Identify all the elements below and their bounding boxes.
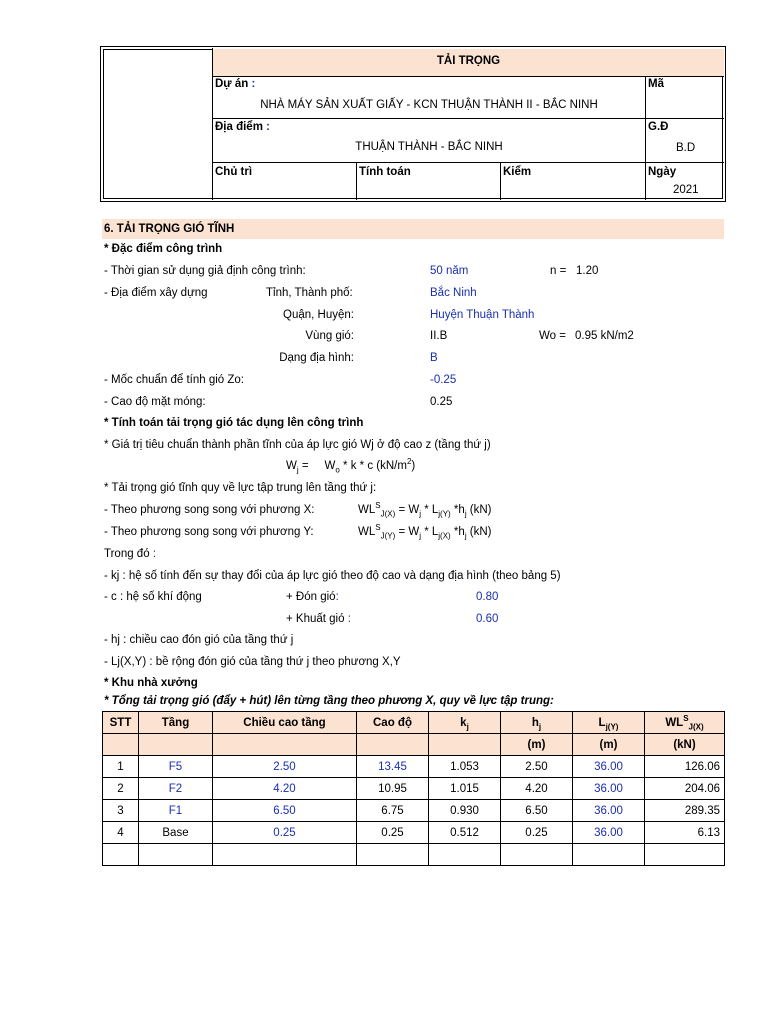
terrain-value: B: [430, 352, 438, 364]
total-load-title: * Tổng tải trọng gió (đẩy + hút) lên từng tầng theo phương X, quy về lực tập trung:: [104, 695, 554, 707]
cell-lj: 36.00: [573, 778, 645, 800]
cell-stt: 4: [103, 822, 139, 844]
wj-description: * Giá trị tiêu chuẩn thành phần tĩnh của áp lực gió Wj ở độ cao z (tầng thứ j): [104, 439, 491, 451]
site-label: - Địa điểm xây dựng: [104, 287, 208, 299]
features-title: * Đặc điểm công trình: [104, 243, 223, 255]
lj-description: - Lj(X,Y) : bề rộng đón gió của tầng thứ j theo phương X,Y: [104, 656, 401, 668]
cell-elevation: 6.75: [357, 800, 429, 822]
header-wl: $WL^S_{J(X)}$: [645, 712, 725, 734]
wo-label: Wo =: [539, 330, 566, 342]
leeward-label: + Khuất gió :: [286, 613, 351, 625]
province-label: Tỉnh, Thành phố:: [266, 287, 353, 299]
wj-formula: $W_j$ = $W_o$ * k * c $(kN/m^2)$: [286, 457, 416, 475]
calc-title: * Tính toán tải trọng gió tác dụng lên công trình: [104, 417, 364, 429]
table-unit-row: [103, 734, 725, 756]
divider: [645, 76, 646, 200]
unit-lj: (m): [573, 734, 645, 756]
cell-lj: 36.00: [573, 822, 645, 844]
life-label: - Thời gian sử dụng giả định công trình:: [104, 265, 306, 277]
life-value: 50 năm: [430, 265, 469, 277]
cell-stt: 3: [103, 800, 139, 822]
gd-value: B.D: [676, 142, 696, 154]
cell-floor: F1: [139, 800, 213, 822]
header-elevation: Cao độ: [357, 712, 429, 734]
cell-kj: 1.015: [429, 778, 501, 800]
district-label: Quận, Huyện:: [283, 309, 354, 321]
where-label: Trong đó :: [104, 548, 157, 560]
direction-y-label: - Theo phương song song với phương Y:: [104, 526, 314, 538]
concentrated-description: * Tải trọng gió tĩnh quy về lực tập trung lên tầng thứ j:: [104, 482, 377, 494]
direction-x-label: - Theo phương song song với phương X:: [104, 504, 315, 516]
header-floor: Tầng: [139, 712, 213, 734]
divider: [500, 162, 501, 200]
document-title: TẢI TRỌNG: [436, 55, 501, 67]
cell-stt: 1: [103, 756, 139, 778]
unit-wl: (kN): [645, 734, 725, 756]
zo-value: -0.25: [430, 374, 457, 386]
cell-hj: 4.20: [501, 778, 573, 800]
foundation-value: 0.25: [430, 396, 453, 408]
leeward-value: 0.60: [476, 613, 499, 625]
divider: [212, 118, 724, 119]
cell-floor: Base: [139, 822, 213, 844]
calc-label: Tính toán: [359, 166, 411, 178]
table-row: [103, 800, 725, 822]
cell-kj: 0.512: [429, 822, 501, 844]
cell-elevation: 10.95: [357, 778, 429, 800]
foundation-label: - Cao độ mặt móng:: [104, 396, 206, 408]
divider: [212, 76, 724, 77]
header-height: Chiều cao tầng: [213, 712, 357, 734]
windward-value: 0.80: [476, 591, 499, 603]
section-title: 6. TẢI TRỌNG GIÓ TĨNH: [104, 223, 235, 235]
header-lj: $L_{j(Y)}$: [573, 712, 645, 734]
zo-label: - Mốc chuẩn để tính gió Zo:: [104, 374, 244, 386]
hj-description: - hj : chiều cao đón gió của tầng thứ j: [104, 634, 294, 646]
cell-wl: 6.13: [645, 822, 725, 844]
province-value: Bắc Ninh: [430, 287, 477, 299]
divider: [212, 162, 724, 163]
divider: [356, 162, 357, 200]
windward-label: + Đón gió:: [286, 591, 339, 603]
cell-hj: 6.50: [501, 800, 573, 822]
table-header-row: [103, 712, 725, 734]
zone-label: Vùng gió:: [305, 330, 354, 342]
kj-description: - kj : hệ số tính đến sự thay đổi của áp lực gió theo độ cao và dạng địa hình (theo bảng 5): [104, 570, 561, 582]
workshop-title: * Khu nhà xưởng: [104, 677, 198, 689]
location-label: Địa điểm :: [215, 121, 270, 133]
c-description: - c : hệ số khí động: [104, 591, 202, 603]
cell-hj: 2.50: [501, 756, 573, 778]
cell-stt: 2: [103, 778, 139, 800]
table-row: [103, 822, 725, 844]
project-name: NHÀ MÁY SẢN XUẤT GIẤY - KCN THUẬN THÀNH II - BẮC NINH: [260, 99, 598, 111]
n-label: n =: [550, 265, 567, 277]
table-row: [103, 756, 725, 778]
chair-label: Chủ trì: [215, 166, 253, 178]
cell-lj: 36.00: [573, 800, 645, 822]
cell-height: 6.50: [213, 800, 357, 822]
n-value: 1.20: [576, 265, 599, 277]
cell-floor: F5: [139, 756, 213, 778]
gd-label: G.Đ: [648, 121, 669, 133]
terrain-label: Dạng địa hình:: [279, 352, 354, 364]
date-label: Ngày: [648, 166, 677, 178]
cell-kj: 1.053: [429, 756, 501, 778]
cell-wl: 126.06: [645, 756, 725, 778]
cell-elevation: 13.45: [357, 756, 429, 778]
wind-load-table: [102, 711, 725, 866]
cell-height: 4.20: [213, 778, 357, 800]
cell-floor: F2: [139, 778, 213, 800]
project-label: Dự án :: [215, 78, 256, 90]
cell-elevation: 0.25: [357, 822, 429, 844]
formula-y: $WL^S_{J(Y)} = W_j * L_{j(X)}$ $*h_j$ (kN): [358, 523, 492, 541]
check-label: Kiểm: [503, 166, 532, 178]
cell-lj: 36.00: [573, 756, 645, 778]
table-row: [103, 778, 725, 800]
zone-value: II.B: [430, 330, 448, 342]
wo-value: 0.95 kN/m2: [575, 330, 634, 342]
date-value: 2021: [673, 184, 699, 196]
cell-wl: 204.06: [645, 778, 725, 800]
cell-height: 0.25: [213, 822, 357, 844]
header-kj: $k_j$: [429, 712, 501, 734]
cell-height: 2.50: [213, 756, 357, 778]
district-value: Huyện Thuận Thành: [430, 309, 535, 321]
cell-kj: 0.930: [429, 800, 501, 822]
header-hj: $h_j$: [501, 712, 573, 734]
cell-hj: 0.25: [501, 822, 573, 844]
cell-wl: 289.35: [645, 800, 725, 822]
header-stt: STT: [103, 712, 139, 734]
code-label: Mã: [648, 78, 664, 90]
table-row-empty: [103, 844, 725, 866]
unit-hj: (m): [501, 734, 573, 756]
location-name: THUẬN THÀNH - BẮC NINH: [355, 141, 503, 153]
formula-x: $WL^S_{J(X)} = W_j * L_{j(Y)}$ $*h_j$ (kN): [358, 501, 492, 519]
